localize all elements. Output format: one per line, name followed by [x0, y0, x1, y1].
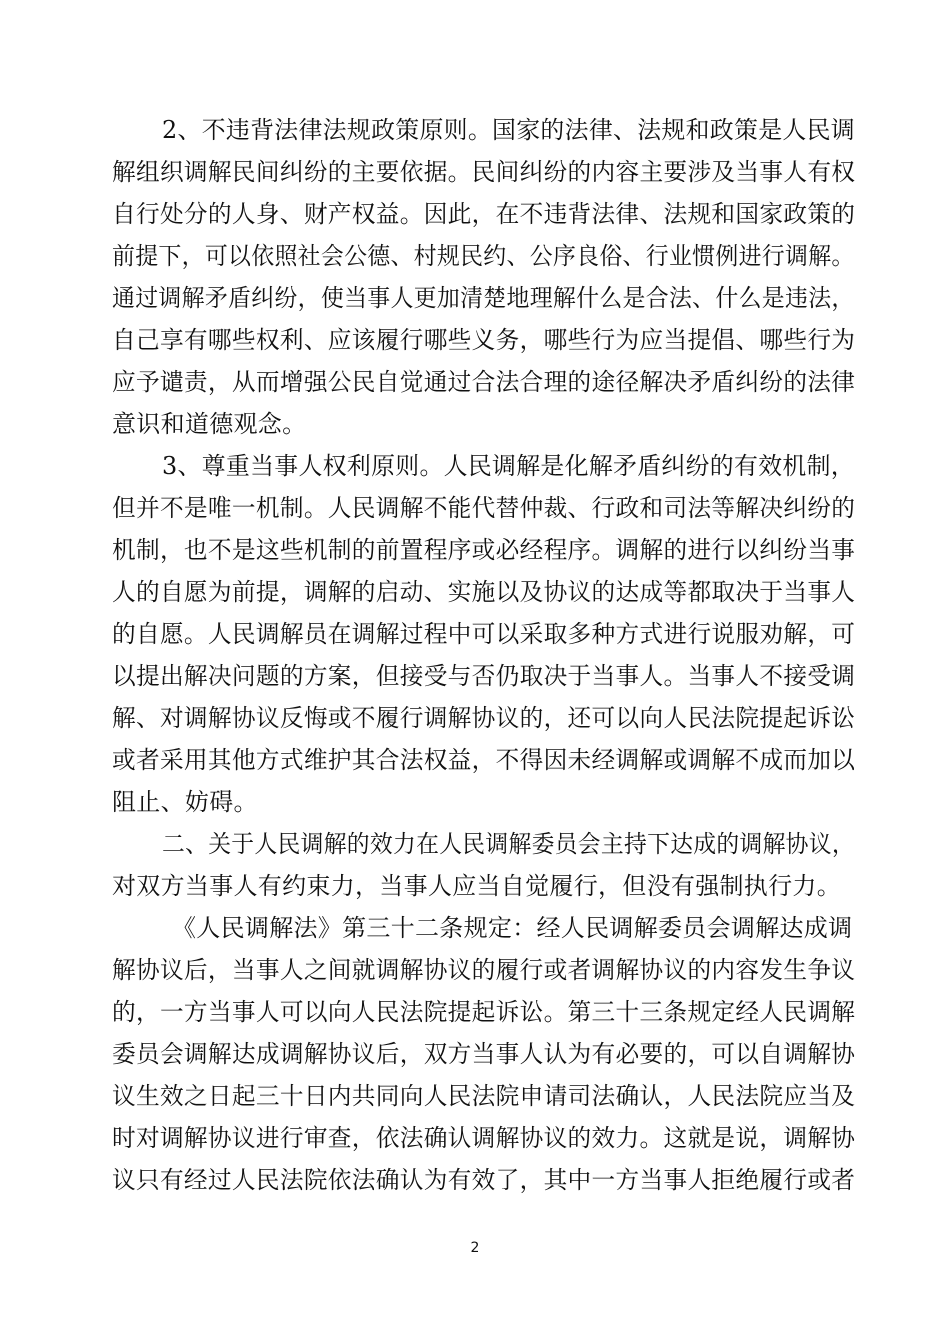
paragraph-3-line-1: 二、关于人民调解的效力在人民调解委员会主持下达成的调解协议， — [162, 830, 855, 858]
paragraph-2-line-8: 或者采用其他方式维护其合法权益，不得因未经调解或调解不成而加以 — [112, 746, 856, 774]
paragraph-2-line-9: 阻止、妨碍。 — [112, 788, 258, 816]
paragraph-4-line-7: 议只有经过人民法院依法确认为有效了，其中一方当事人拒绝履行或者 — [112, 1166, 856, 1194]
paragraph-1-line-6: 自己享有哪些权利、应该履行哪些义务，哪些行为应当提倡、哪些行为 — [112, 326, 856, 354]
paragraph-1-line-8: 意识和道德观念。 — [112, 410, 307, 438]
paragraph-2-line-5: 的自愿。人民调解员在调解过程中可以采取多种方式进行说服劝解，可 — [112, 620, 856, 648]
paragraph-4-line-3: 的，一方当事人可以向人民法院提起诉讼。第三十三条规定经人民调解 — [112, 998, 856, 1026]
paragraph-1-line-7: 应予谴责，从而增强公民自觉通过合法合理的途径解决矛盾纠纷的法律 — [112, 368, 856, 396]
paragraph-2-line-1: 3、尊重当事人权利原则。人民调解是化解矛盾纠纷的有效机制， — [162, 452, 855, 480]
page-number: 2 — [470, 1240, 480, 1256]
paragraph-1-line-2: 解组织调解民间纠纷的主要依据。民间纠纷的内容主要涉及当事人有权 — [112, 158, 856, 186]
paragraph-4-line-2: 解协议后，当事人之间就调解协议的履行或者调解协议的内容发生争议 — [112, 956, 856, 984]
paragraph-2-line-7: 解、对调解协议反悔或不履行调解协议的，还可以向人民法院提起诉讼 — [112, 704, 856, 732]
paragraph-4-line-4: 委员会调解达成调解协议后，双方当事人认为有必要的，可以自调解协 — [112, 1040, 856, 1068]
paragraph-1-line-4: 前提下，可以依照社会公德、村规民约、公序良俗、行业惯例进行调解。 — [112, 242, 855, 270]
paragraph-1-line-3: 自行处分的人身、财产权益。因此，在不违背法律、法规和国家政策的 — [112, 200, 856, 228]
paragraph-2-line-2: 但并不是唯一机制。人民调解不能代替仲裁、行政和司法等解决纠纷的 — [112, 494, 856, 522]
paragraph-4-line-6: 时对调解协议进行审查，依法确认调解协议的效力。这就是说，调解协 — [112, 1124, 856, 1152]
paragraph-4-line-5: 议生效之日起三十日内共同向人民法院申请司法确认，人民法院应当及 — [112, 1082, 856, 1110]
paragraph-1-line-5: 通过调解矛盾纠纷，使当事人更加清楚地理解什么是合法、什么是违法， — [112, 284, 855, 312]
paragraph-2-line-3: 机制，也不是这些机制的前置程序或必经程序。调解的进行以纠纷当事 — [112, 536, 856, 564]
paragraph-3-line-2: 对双方当事人有约束力，当事人应当自觉履行，但没有强制执行力。 — [112, 872, 841, 900]
paragraph-4-line-1: 《人民调解法》第三十二条规定：经人民调解委员会调解达成调 — [172, 914, 853, 942]
paragraph-1-line-1: 2、不违背法律法规政策原则。国家的法律、法规和政策是人民调 — [162, 116, 855, 144]
paragraph-2-line-6: 以提出解决问题的方案，但接受与否仍取决于当事人。当事人不接受调 — [112, 662, 856, 690]
paragraph-2-line-4: 人的自愿为前提，调解的启动、实施以及协议的达成等都取决于当事人 — [112, 578, 856, 606]
